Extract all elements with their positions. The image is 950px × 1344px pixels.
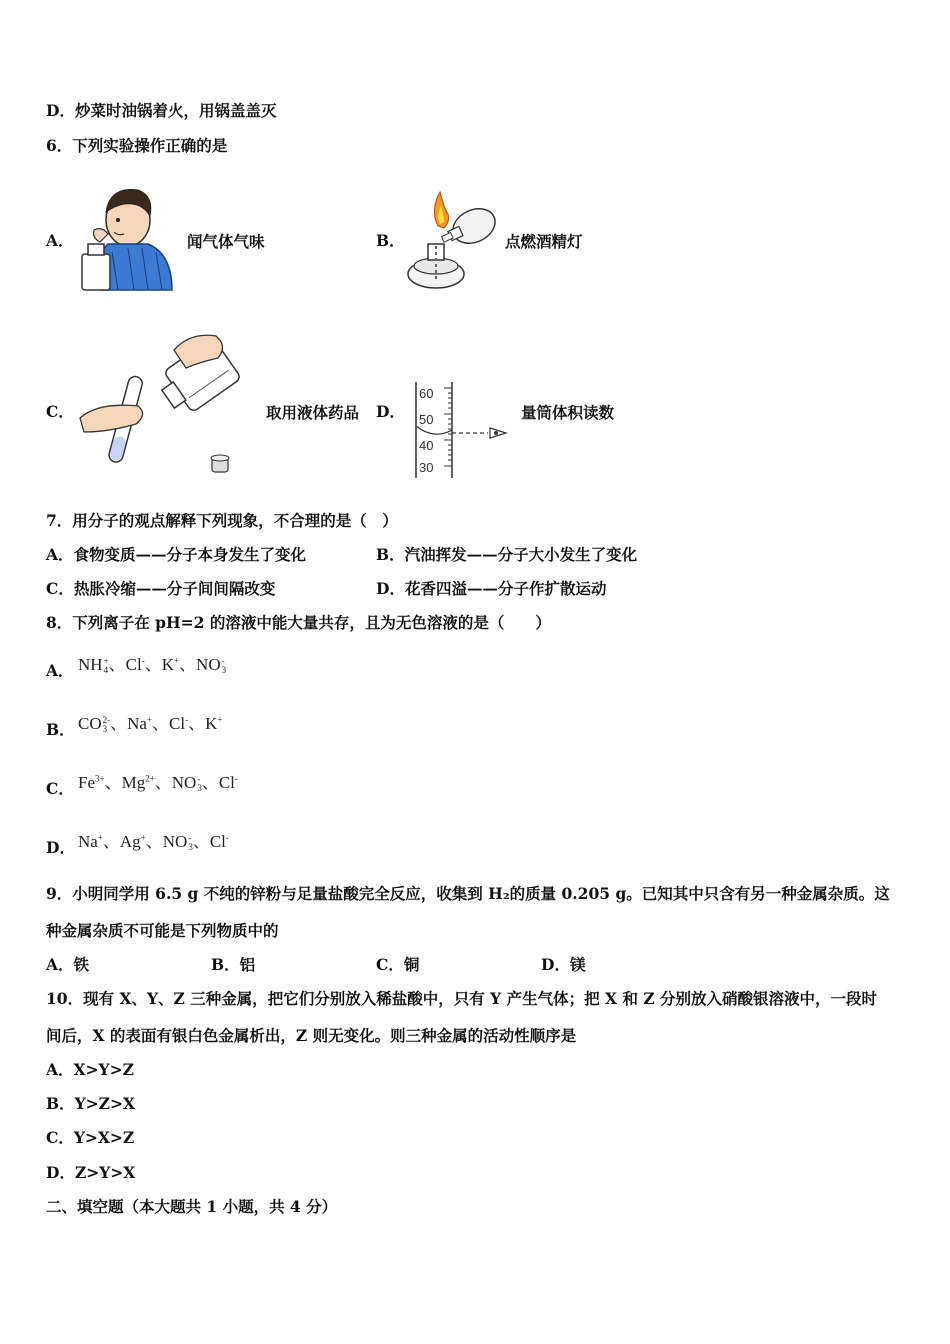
q9-option-c: C．铜: [376, 955, 420, 974]
q6-option-d-caption: 量筒体积读数: [521, 403, 615, 422]
q8-stem: 8．下列离子在 pH=2 的溶液中能大量共存，且为无色溶液的是（ ）: [46, 613, 551, 632]
q8-option-a-letter: A．: [46, 661, 74, 680]
q7-stem: 7．用分子的观点解释下列现象，不合理的是（ ）: [46, 511, 398, 530]
lighting-alcohol-lamp-figure: [404, 186, 504, 294]
q10-option-c: C．Y>X>Z: [46, 1128, 135, 1147]
q9-option-d: D．镁: [541, 955, 586, 974]
q6-option-a-letter: A．: [46, 231, 74, 250]
q8-option-a-ions: NH + 4 、Cl-、K+、NO - 3: [78, 655, 227, 676]
q7-option-c: C．热胀冷缩——分子间间隔改变: [46, 579, 276, 598]
q10-stem-line1: 10．现有 X、Y、Z 三种金属，把它们分别放入稀盐酸中，只有 Y 产生气体；把 X 和 Z 分别放入硝酸银溶液中，一段时: [46, 989, 878, 1008]
cylinder-tick-60: 60: [419, 386, 434, 401]
q6-option-c-caption: 取用液体药品: [266, 403, 360, 422]
q6-option-d-letter: D．: [376, 402, 405, 421]
q8-option-d-letter: D．: [46, 838, 75, 857]
graduated-cylinder-figure: [408, 380, 512, 480]
q9-option-a: A．铁: [46, 955, 90, 974]
q8-option-c-letter: C．: [46, 779, 74, 798]
smelling-gas-figure: [78, 182, 173, 292]
cylinder-tick-30: 30: [419, 460, 434, 475]
q7-option-a: A．食物变质——分子本身发生了变化: [46, 545, 307, 564]
pouring-liquid-figure: [78, 322, 248, 478]
q8-option-b-ions: CO 2- 3 、Na+、Cl-、K+: [78, 714, 223, 735]
q9-stem-line1: 9．小明同学用 6.5 g 不纯的锌粉与足量盐酸完全反应，收集到 H₂的质量 0.205 g。已知其中只含有另一种金属杂质。这: [46, 884, 890, 903]
q7-option-b: B．汽油挥发——分子大小发生了变化: [376, 545, 638, 564]
q10-option-b: B．Y>Z>X: [46, 1094, 135, 1113]
q7-option-d: D．花香四溢——分子作扩散运动: [376, 579, 607, 598]
q8-option-c-ions: $Fe^{3+}$、$Mg^{2+}$、NO - 3 、Cl-: [78, 773, 238, 794]
q6-option-b-caption: 点燃酒精灯: [505, 232, 583, 251]
q10-stem-line2: 间后，X 的表面有银白色金属析出，Z 则无变化。则三种金属的活动性顺序是: [46, 1026, 577, 1045]
q9-stem-line2: 种金属杂质不可能是下列物质中的: [46, 921, 279, 940]
cylinder-tick-40: 40: [419, 438, 434, 453]
q6-option-b-letter: B．: [376, 231, 405, 250]
q10-option-d: D．Z>Y>X: [46, 1163, 136, 1182]
q8-option-d-ions: Na+、Ag+、NO - 3 、Cl-: [78, 832, 229, 853]
q8-option-b-letter: B．: [46, 720, 75, 739]
cylinder-tick-50: 50: [419, 412, 434, 427]
q6-stem: 6．下列实验操作正确的是: [46, 136, 228, 155]
section-2-heading: 二、填空题（本大题共 1 小题，共 4 分）: [46, 1197, 338, 1216]
q10-option-a: A．X>Y>Z: [46, 1060, 134, 1079]
q6-option-c-letter: C．: [46, 402, 74, 421]
q5-option-d: D．炒菜时油锅着火，用锅盖盖灭: [46, 101, 277, 120]
q9-option-b: B．铝: [211, 955, 256, 974]
q6-option-a-caption: 闻气体气味: [187, 232, 265, 251]
